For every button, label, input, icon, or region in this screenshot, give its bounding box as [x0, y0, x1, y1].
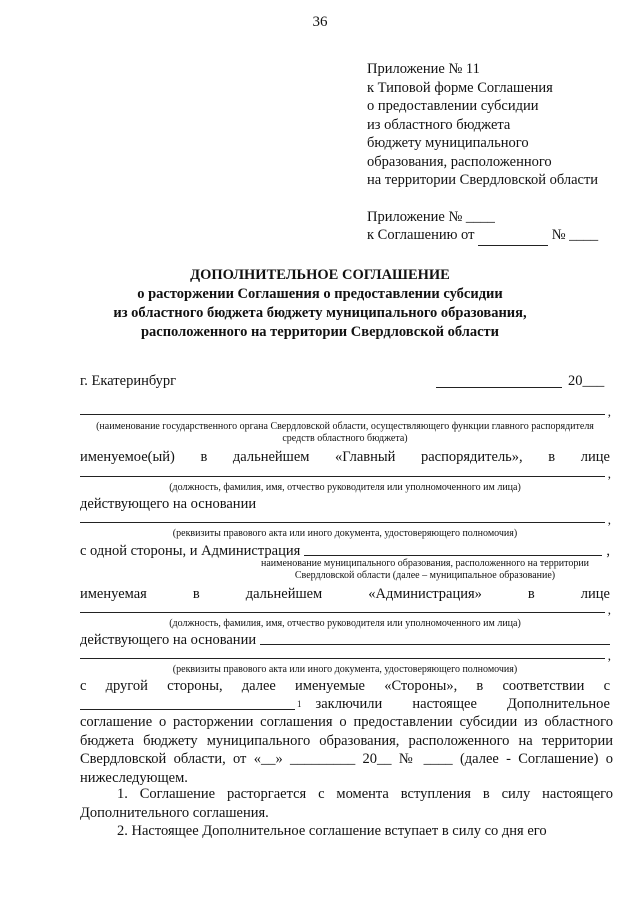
- page-number: 36: [312, 14, 328, 30]
- administration-row: с одной стороны, и Администрация ,: [80, 543, 610, 559]
- title-line: о расторжении Соглашения о предоставлении субсидии: [137, 286, 503, 302]
- blank-line: [80, 695, 295, 710]
- title-line: расположенного на территории Свердловской области: [140, 324, 500, 340]
- blank-line: ,: [80, 476, 605, 477]
- footnote-mark: 1: [297, 699, 302, 709]
- blank-line: ,: [80, 522, 605, 523]
- acting-basis-row: действующего на основании: [80, 496, 257, 512]
- blank-line: ,: [80, 612, 605, 613]
- caption-municipality: наименование муниципального образования, расположенного на территории Свердловской области (далее – муниципальное образование): [260, 558, 590, 581]
- text-row: именуемое(ый) в дальнейшем «Главный распорядитель», в лице: [80, 449, 610, 465]
- clause-2: 2. Настоящее Дополнительное соглашение вступает в силу со дня его: [117, 823, 547, 839]
- date-year: 20___: [568, 373, 605, 389]
- caption-requisites: (реквизиты правового акта или иного документа, удостоверяющего полномочия): [172, 528, 518, 539]
- document-title: [60, 266, 580, 342]
- agreement-paragraph: соглашение о расторжении соглашения о предоставлении субсидии из областного бюджета бюджету муниципального образования, расположенного на территории Свердловской области, от «__» _________ 20__ № ____ (далее - Соглашение) о нижеследующем.: [80, 714, 613, 786]
- title-line: из областного бюджета бюджету муниципального образования,: [113, 305, 527, 321]
- blank-line: ,: [80, 414, 605, 415]
- agreement-reference: к Соглашению от № ____: [367, 226, 637, 246]
- caption-person: (должность, фамилия, имя, отчество руководителя или уполномоченного им лица): [169, 482, 521, 493]
- appendix-line: из областного бюджета: [367, 116, 511, 133]
- text-row: с другой стороны, далее именуемые «Стороны», в соответствии с: [80, 678, 610, 694]
- caption-person: (должность, фамилия, имя, отчество руководителя или уполномоченного им лица): [169, 618, 521, 629]
- caption-organ: (наименование государственного органа Свердловской области, осуществляющего функции главного распорядителя средств областного бюджета): [96, 421, 594, 444]
- caption-requisites: (реквизиты правового акта или иного документа, удостоверяющего полномочия): [172, 664, 518, 675]
- title-line: ДОПОЛНИТЕЛЬНОЕ СОГЛАШЕНИЕ: [190, 267, 450, 283]
- appendix-block: [367, 60, 637, 246]
- appendix-line: Приложение № 11: [367, 61, 480, 77]
- appendix-line: к Типовой форме Соглашения: [367, 79, 553, 96]
- text-row: именуемая в дальнейшем «Администрация» в лице: [80, 586, 610, 602]
- clause-1: 1. Соглашение расторгается с момента вступления в силу настоящего Дополнительного соглашения.: [80, 786, 613, 821]
- appendix-line: образования, расположенного: [367, 153, 552, 170]
- appendix-line: на территории Свердловской области: [367, 172, 599, 188]
- date-blank: [436, 372, 562, 388]
- concluded-row: 1 заключили настоящее Дополнительное: [80, 695, 610, 713]
- place-date-row: [80, 372, 610, 390]
- place: г. Екатеринбург: [80, 373, 177, 389]
- appendix-line: бюджету муниципального: [367, 135, 529, 151]
- acting-basis-row: действующего на основании: [80, 631, 610, 649]
- appendix-line: о предоставлении субсидии: [367, 98, 539, 114]
- blank-line: ,: [80, 658, 605, 659]
- sub-appendix-number: Приложение № ____: [367, 208, 495, 225]
